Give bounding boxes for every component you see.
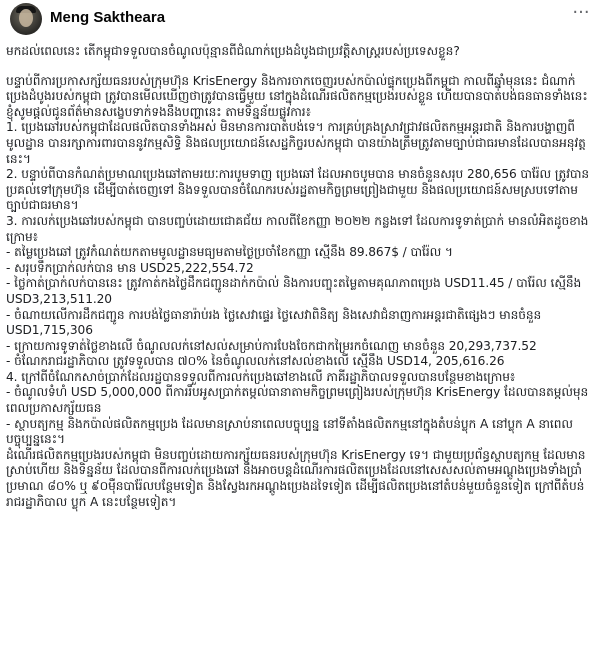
post-line: 3. ការលក់ប្រេងឆៅរបស់កម្ពុជា បានបញ្ចប់ដោយជោគជ័យ កាលពីខែកញ្ញា ២០២២ កន្លងទៅ ដែលការទូទាត់ប្រាក់ មានលំអិតដូចខាងក្រោម៖ <box>6 213 589 244</box>
post-line: - ថ្លៃកាត់ប្រាក់លក់បាននេះ ត្រូវកាត់កងថ្លៃដឹកជញ្ជូនដាក់កប៉ាល់ និងការបញ្ចុះតម្លៃតាមគុណភាពប្រេង USD11.45 / បារ៉ែល ស្មើនឹង USD3,213,511.20 <box>6 276 582 306</box>
post-line: 4. ក្រៅពីចំណែកសាច់ប្រាក់ដែលរដ្ឋបានទទួលពីការលក់ប្រេងឆៅខាងលើ ភាគីរដ្ឋាភិបាលទទួលបានបន្ថែមខាងក្រោម៖ <box>6 369 516 384</box>
post-line: ដំណើរផលិតកម្មប្រេងរបស់កម្ពុជា មិនបញ្ចប់ដោយការក្ស័យធនរបស់ក្រុមហ៊ុន KrisEnergy ទេ។ ជាមួយប្រព័ន្ធស្ថាបត្យកម្ម ដែលមានស្រាប់ហើយ និងទិន្នន័យ ដែលបានពីការលក់ប្រេងឆៅ នឹងអាចបន្តដំណើរការផលិតប្រេងដែលនៅសេសសល់តាមអណ្តូងប្រេងទាំងប្រាំ ប្រមាណ ៨០% ឬ ៩០ម៉ឺនបារ៉ែលបន្ថែមទៀត និងស្វែងរកអណ្តូងប្រេងដទៃទៀត ដើម្បីផលិតប្រេងនៅតំបន់មួយចំនួនទៀត ក្រៅពីតំបន់រាជរដ្ឋាភិបាល ប្លុក A នេះបន្ថែមទៀត។ <box>6 447 586 509</box>
post-line: - តម្លៃប្រេងឆៅ ត្រូវកំណត់យកតាមមូលដ្ឋានមធ្យមតាមថ្ងៃប្រចាំខែកញ្ញា ស្មើនឹង 89.867$ / បារ៉ែល ។ <box>6 245 453 260</box>
post-line: - សរុបទឹកប្រាក់លក់បាន មាន USD25,222,554.72 <box>6 260 254 275</box>
post-title: មកដល់ពេលនេះ តើកម្ពុជាទទួលបានចំណូលប៉ុន្មានពីជំណាក់ប្រេងដំបូងជាប្រវត្តិសាស្រ្តរបស់ប្រទេសខ្លួន? <box>6 44 460 58</box>
post-line: - ចំណាយលើការដឹកជញ្ជូន ការបង់ថ្លៃធានារ៉ាប់រង ថ្លៃសេវាផ្ទេរ ថ្លៃសេវាពិនិត្យ និងសេវាជំនាញការអន្តរជាតិផ្សេងៗ មានចំនួន USD1,715,306 <box>6 307 542 338</box>
post-line: - ស្ថាបត្យកម្ម និងកប៉ាល់ផលិតកម្មប្រេង ដែលមានស្រាប់នាពេលបច្ចុប្បន្ន នៅទីតាំងផលិតកម្មនៅក្នុងតំបន់ប្លុក A នៅប្លុក A នាពេលបច្ចុប្បន្ននេះ។ <box>6 416 573 447</box>
post-line: - ចំណែករាជរដ្ឋាភិបាល ត្រូវទទួលបាន ៧០% នៃចំណូលលក់នៅសល់ខាងលើ ស្មើនឹង USD14, 205,616.26 <box>6 354 505 369</box>
post-line: - ក្រោយការទូទាត់ថ្លៃខាងលើ ចំណូលលក់នៅសល់សម្រាប់ការបែងចែកជាកម្រៃរកចំណេញ មានចំនួន 20,293,737.52 <box>6 338 537 353</box>
more-horizontal-icon[interactable]: ··· <box>572 2 590 23</box>
post-line: - ចំណូលទំហំ USD 5,000,000 ពីការរឹបអូសប្រាក់តម្កល់ធានាតាមកិច្ចព្រមព្រៀងរបស់ក្រុមហ៊ុន KrisEnergy ដែលបានតម្កល់មុនពេលប្រកាសក្ស័យធន <box>6 385 589 416</box>
post-header <box>0 0 604 38</box>
avatar-face <box>19 9 33 27</box>
post-line: បន្ទាប់ពីការប្រកាសក្ស័យធនរបស់ក្រុមហ៊ុន KrisEnergy និងការចាកចេញរបស់កប៉ាល់ផ្ទុកប្រេងពីកម្ពុជា កាលពីឆ្នាំមុននេះ ជំណាក់ប្រេងដំបូងរបស់កម្ពុជា ត្រូវបានមើលឃើញថាត្រូវបានធ្វើមួយ នៅក្នុងដំណើរផលិតកម្មប្រេងរបស់ខ្លួន ហើយបានបាត់បង់ធនធានទាំងនេះ ខ្ញុំសូមផ្តល់ជូនព័ត៌មានសង្ខេបទាក់ទងនឹងបញ្ហានេះ តាមទិន្នន័យផ្លូវការ៖ <box>6 73 588 119</box>
spacer <box>6 60 598 74</box>
post-body <box>6 44 598 510</box>
post-line: 2. បន្ទាប់ពីបានកំណត់ប្រមាណប្រេងឆៅតាមរយៈការបូមទាញ ប្រេងឆៅ ដែលអាចបូមបាន មានចំនួនសរុប 280,656 បារ៉ែល ត្រូវបានប្រគល់ទៅក្រុមហ៊ុន ដើម្បីបាត់ចេញទៅ និងទទួលបានចំណែករបស់រដ្ឋតាមកិច្ចព្រមព្រៀងជាមួយ និងផលប្រយោជន៍សមស្របទៅតាមច្បាប់ជាធរមាន។ <box>6 167 590 213</box>
author-name[interactable]: Meng Saktheara <box>50 9 166 26</box>
avatar[interactable] <box>10 3 42 35</box>
post-line: 1. ប្រេងឆៅរបស់កម្ពុជាដែលផលិតបានទាំងអស់ មិនមានការបាត់បង់ទេ។ ការគ្រប់គ្រងស្រាវជ្រាវផលិតកម្មអន្តរជាតិ និងការបង្ហាញពីមូលដ្ឋាន បានរក្សាការពារបាននូវកម្មសិទ្ធិ និងផលប្រយោជន៍សេដ្ឋកិច្ចរបស់កម្ពុជា បានយ៉ាងត្រឹមត្រូវតាមច្បាប់ជាធរមានដែលបានអនុវត្តនេះ។ <box>6 120 586 166</box>
